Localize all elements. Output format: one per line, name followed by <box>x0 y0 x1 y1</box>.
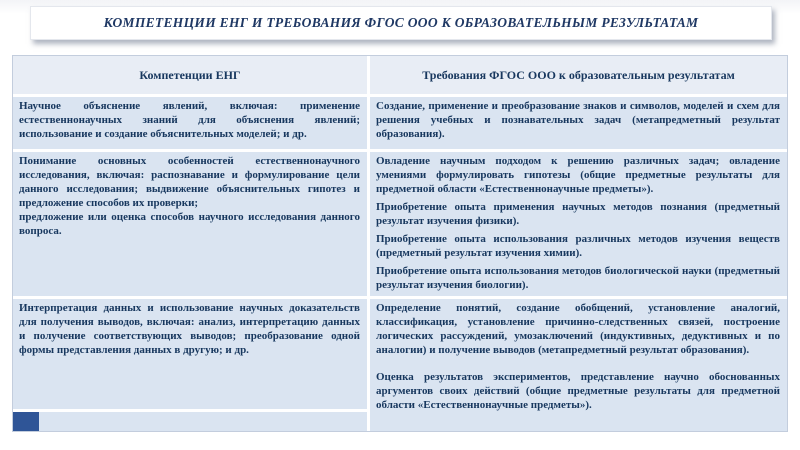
column-header-label: Требования ФГОС ООО к образовательным результатам <box>422 67 735 82</box>
table-cell-right-row3 <box>370 299 787 431</box>
table-footer-strip <box>13 412 367 431</box>
competencies-comparison-table <box>12 55 788 432</box>
column-header-fgos-requirements <box>370 56 787 94</box>
slide-title: КОМПЕТЕНЦИИ ЕНГ И ТРЕБОВАНИЯ ФГОС ООО К ОБРАЗОВАТЕЛЬНЫМ РЕЗУЛЬТАТАМ <box>103 15 699 30</box>
table-cell-left-row1 <box>13 97 367 149</box>
cell-paragraph: Понимание основных особенностей естественнонаучного исследования, включая: распознавание и формулирование цели данного исследования; выдвижение объяснительных гипотез и предложение способов их проверки; <box>19 155 360 209</box>
column-header-label: Компетенции ЕНГ <box>139 67 241 82</box>
cell-paragraph: Оценка результатов экспериментов, представление научно обоснованных аргументов своих действий (общие предметные результаты для предметной области «Естественнонаучные предметы»). <box>376 370 780 411</box>
table-cell-left-row3 <box>13 299 367 409</box>
cell-paragraph: Приобретение опыта использования различных методов изучения веществ (предметный результат изучения химии). <box>376 232 780 259</box>
table-cell-right-row2 <box>370 152 787 296</box>
column-header-eng-competencies <box>13 56 367 94</box>
cell-paragraph: предложение или оценка способов научного исследования данного вопроса. <box>19 210 360 237</box>
cell-paragraph: Определение понятий, создание обобщений, установление аналогий, классификация, установление причинно-следственных связей, построение логических рассуждений, умозаключений (индуктивных, дедуктивных и по аналогии) и получение выводов (метапредметный результат образования). <box>376 302 780 356</box>
cell-paragraph: Научное объяснение явлений, включая: применение естественнонаучных знаний для объяснения явлений; использование и создание объяснительных моделей; и др. <box>19 100 360 140</box>
accent-square <box>13 412 39 431</box>
title-banner <box>30 6 772 40</box>
cell-paragraph: Приобретение опыта применения научных методов познания (предметный результат изучения физики). <box>376 200 780 227</box>
cell-paragraph: Овладение научным подходом к решению различных задач; овладение умениями формулировать гипотезы (общие предметные результаты для предметной области «Естественнонаучные предметы»). <box>376 155 780 195</box>
table-cell-left-row2 <box>13 152 367 296</box>
cell-paragraph: Создание, применение и преобразование знаков и символов, моделей и схем для решения учебных и познавательных задач (метапредметный результат образования). <box>376 100 780 140</box>
cell-paragraph: Интерпретация данных и использование научных доказательств для получения выводов, включая: анализ, интерпретацию данных и получение соответствующих выводов; преобразование одной формы представления данных в другую; и др. <box>19 302 360 356</box>
cell-paragraph: Приобретение опыта использования методов биологической науки (предметный результат изучения биологии). <box>376 264 780 291</box>
table-cell-right-row1 <box>370 97 787 149</box>
